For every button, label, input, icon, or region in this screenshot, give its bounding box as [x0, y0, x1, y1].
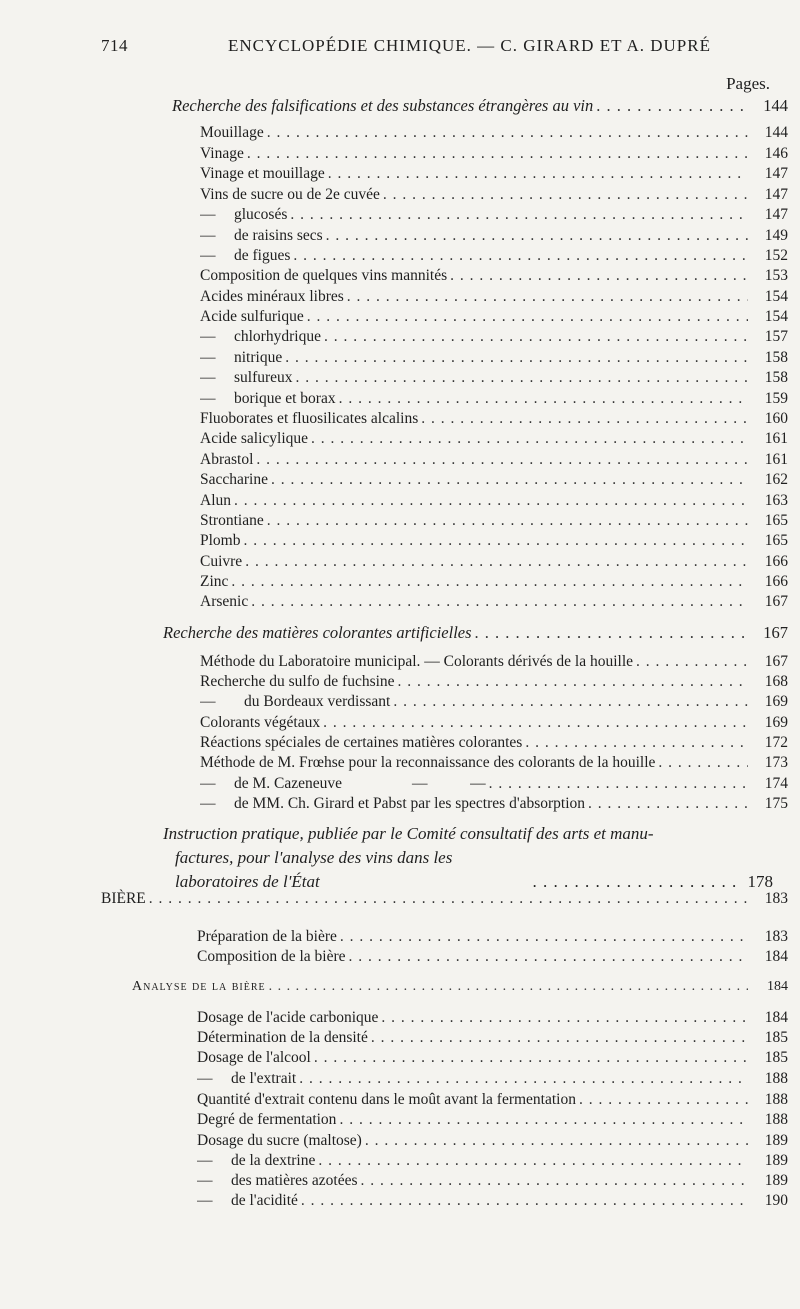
entry-label: glucosés — [234, 206, 288, 223]
entry-page-number: 149 — [764, 227, 788, 244]
entry-text — [200, 225, 326, 246]
leader-dots — [489, 773, 748, 794]
entry-page-number: 163 — [764, 492, 788, 509]
entry-label: Arsenic — [200, 593, 249, 610]
entry-text — [200, 367, 296, 388]
entry-text — [200, 530, 243, 551]
entry-label: Acide salicylique — [200, 430, 309, 447]
toc-entry — [200, 712, 788, 733]
entry-page-number: 184 — [764, 948, 788, 965]
entry-text — [172, 95, 596, 116]
entry-page-number: 167 — [764, 653, 788, 670]
entry-page-number: 147 — [764, 165, 788, 182]
leader-dots — [311, 428, 748, 449]
entry-text — [197, 926, 340, 947]
entry-text — [200, 691, 393, 712]
entry-label: Composition de la bière — [197, 948, 346, 965]
entry-text — [200, 184, 383, 205]
entry-text — [197, 1068, 299, 1089]
toc-entry — [200, 143, 788, 164]
leader-dots — [475, 622, 748, 643]
leader-dots — [256, 449, 748, 470]
leader-dots — [339, 388, 748, 409]
running-title: ENCYCLOPÉDIE CHIMIQUE. — C. GIRARD ET A. DUPRÉ — [228, 36, 711, 55]
toc-entry — [197, 1089, 788, 1110]
leader-dots — [588, 793, 748, 814]
entry-page-number: 185 — [764, 1049, 788, 1066]
toc-entry — [200, 530, 788, 551]
entry-page-number: 175 — [764, 795, 788, 812]
entry-page-number: 188 — [764, 1111, 788, 1128]
entry-page-number: 158 — [764, 369, 788, 386]
entry-page-number: 147 — [764, 206, 788, 223]
entry-text — [200, 286, 347, 307]
entry-text — [200, 490, 234, 511]
leader-dots — [285, 347, 748, 368]
entry-label: Cuivre — [200, 553, 243, 570]
entry-page-number: 166 — [764, 553, 788, 570]
entry-text — [197, 1150, 318, 1171]
entry-label: Colorants végétaux — [200, 714, 321, 731]
toc-entry — [197, 926, 788, 947]
entry-label: de l'acidité — [231, 1192, 298, 1209]
entry-text — [200, 551, 245, 572]
toc-entry — [197, 1007, 788, 1028]
leader-dots — [361, 1170, 748, 1191]
instruction-line-1: Instruction pratique, publiée par le Comité consultatif des arts et manu- — [163, 824, 654, 843]
entry-label: Dosage de l'acide carbonique — [197, 1009, 379, 1026]
ditto-dash: — — [200, 227, 216, 244]
toc-entry — [200, 347, 788, 368]
entry-page-number: 185 — [764, 1029, 788, 1046]
entry-label: Détermination de la densité — [197, 1029, 368, 1046]
entry-text — [197, 1130, 365, 1151]
entry-text — [200, 591, 251, 612]
toc-entry — [197, 1150, 788, 1171]
entry-page-number: 184 — [764, 1009, 788, 1026]
leader-dots — [318, 1150, 748, 1171]
entry-text — [200, 306, 307, 327]
leader-dots — [324, 326, 748, 347]
leader-dots — [579, 1089, 748, 1110]
entry-label: Recherche des matières colorantes artificielles — [163, 623, 472, 642]
ditto-dash: — — [197, 1152, 213, 1169]
entry-label: de M. Cazeneuve — [234, 775, 343, 792]
entry-label: Préparation de la bière — [197, 928, 337, 945]
leader-dots — [299, 1068, 748, 1089]
entry-page-number: 189 — [764, 1172, 788, 1189]
entry-text — [163, 622, 475, 643]
entry-label: Degré de fermentation — [197, 1111, 337, 1128]
entry-text — [197, 1190, 301, 1211]
entry-page-number: 165 — [764, 532, 788, 549]
entry-label: de raisins secs — [234, 227, 323, 244]
toc-entry — [200, 326, 788, 347]
entry-text — [200, 265, 450, 286]
leader-dots — [296, 367, 748, 388]
toc-entry — [200, 773, 788, 794]
entry-page-number: 146 — [764, 145, 788, 162]
entry-page-number: 167 — [763, 623, 788, 642]
toc-entry — [200, 449, 788, 470]
entry-page-number: 190 — [764, 1192, 788, 1209]
entry-label: de figues — [234, 247, 291, 264]
toc-entry — [200, 184, 788, 205]
entry-page-number: 166 — [764, 573, 788, 590]
leader-dots — [271, 469, 748, 490]
leader-dots — [267, 122, 748, 143]
toc-entry — [200, 225, 788, 246]
entry-page-number: 172 — [764, 734, 788, 751]
entry-text — [132, 976, 269, 997]
entry-label: Mouillage — [200, 124, 264, 141]
entry-text — [200, 752, 658, 773]
entry-page-number: 183 — [764, 890, 788, 907]
ditto-dash: — — [197, 1172, 213, 1189]
leader-dots — [290, 204, 748, 225]
leader-dots — [293, 245, 748, 266]
entry-text — [200, 712, 323, 733]
entry-text — [101, 888, 149, 909]
leader-dots — [231, 571, 748, 592]
entry-text — [197, 1027, 371, 1048]
entry-page-number: 153 — [764, 267, 788, 284]
entry-label: nitrique — [234, 349, 283, 366]
entry-text — [200, 671, 398, 692]
toc-entry — [200, 691, 788, 712]
toc-entry — [200, 408, 788, 429]
entry-label: Dosage de l'alcool — [197, 1049, 311, 1066]
toc-entry — [197, 1047, 788, 1068]
entry-text — [200, 388, 339, 409]
entry-text — [197, 1007, 381, 1028]
toc-entry — [200, 490, 788, 511]
page-number: 714 — [101, 36, 128, 55]
entry-page-number: 189 — [764, 1152, 788, 1169]
entry-label: BIÈRE — [101, 890, 146, 907]
ditto-dash: — — [200, 328, 216, 345]
toc-entry — [200, 367, 788, 388]
entry-text — [200, 651, 636, 672]
toc-entry — [197, 1130, 788, 1151]
toc-entry — [200, 245, 788, 266]
entry-text — [200, 347, 285, 368]
entry-text — [200, 245, 293, 266]
toc-entry — [200, 591, 788, 612]
entry-text — [200, 204, 290, 225]
toc-entry — [200, 469, 788, 490]
running-header — [0, 36, 800, 60]
leader-dots — [340, 926, 748, 947]
entry-label: de MM. Ch. Girard et Pabst par les spectres d'absorption — [234, 795, 586, 812]
leader-dots — [347, 286, 748, 307]
toc-entry — [200, 388, 788, 409]
leader-dots — [381, 1007, 748, 1028]
subchapter-heading — [132, 976, 788, 997]
toc-entry — [200, 510, 788, 531]
toc-entry — [197, 1109, 788, 1130]
instruction-page: 178 — [747, 872, 773, 891]
leader-dots — [383, 184, 748, 205]
toc-entry — [200, 265, 788, 286]
instruction-entry — [163, 822, 773, 894]
entry-label: Abrastol — [200, 451, 254, 468]
ditto-dash: — — [200, 369, 216, 386]
entry-text — [197, 946, 349, 967]
entry-page-number: 174 — [764, 775, 788, 792]
entry-page-number: 144 — [764, 124, 788, 141]
entry-label: chlorhydrique — [234, 328, 321, 345]
entry-page-number: 168 — [764, 673, 788, 690]
entry-label: Fluoborates et fluosilicates alcalins — [200, 410, 419, 427]
pages-column-label: Pages. — [726, 74, 770, 93]
entry-label: Analyse de la bière — [132, 979, 266, 994]
entry-text — [200, 571, 231, 592]
entry-page-number: 183 — [764, 928, 788, 945]
toc-entry — [200, 428, 788, 449]
entry-page-number: 162 — [764, 471, 788, 488]
entry-label: Saccharine — [200, 471, 268, 488]
toc-entry — [200, 571, 788, 592]
ditto-dash: — — [197, 1070, 213, 1087]
leader-dots — [349, 946, 748, 967]
leader-dots — [323, 712, 748, 733]
toc-entry — [197, 1068, 788, 1089]
leader-dots — [301, 1190, 748, 1211]
entry-page-number: 144 — [763, 96, 788, 115]
toc-entry — [200, 163, 788, 184]
entry-text — [200, 143, 247, 164]
ditto-dash: — — [200, 795, 216, 812]
entry-page-number: 167 — [764, 593, 788, 610]
toc-entry — [200, 286, 788, 307]
entry-text — [200, 326, 324, 347]
leader-dots — [398, 671, 748, 692]
toc-entry — [200, 732, 788, 753]
entry-label: Vinage et mouillage — [200, 165, 325, 182]
toc-entry — [197, 946, 788, 967]
toc-entry — [197, 1170, 788, 1191]
leader-dots — [393, 691, 748, 712]
entry-text — [200, 732, 525, 753]
leader-dots — [328, 163, 748, 184]
toc-entry — [197, 1190, 788, 1211]
entry-label: sulfureux — [234, 369, 293, 386]
entry-text — [197, 1047, 314, 1068]
entry-page-number: 152 — [764, 247, 788, 264]
ditto-dash: — — [200, 247, 216, 264]
toc-entry — [200, 671, 788, 692]
ditto-dash: — — [200, 206, 216, 223]
toc-entry — [200, 551, 788, 572]
ditto-dash: — — [200, 349, 216, 366]
entry-label: borique et borax — [234, 390, 336, 407]
leader-dots — [339, 1109, 748, 1130]
leader-dots — [251, 591, 748, 612]
leader-dots — [636, 651, 748, 672]
entry-page-number: 154 — [764, 288, 788, 305]
entry-text — [197, 1109, 339, 1130]
entry-page-number: 154 — [764, 308, 788, 325]
leader-dots — [596, 95, 748, 116]
instruction-line-2-row — [163, 846, 773, 894]
toc-entry — [200, 752, 788, 773]
entry-text — [197, 1089, 579, 1110]
entry-text — [200, 793, 588, 814]
toc-entry — [197, 1027, 788, 1048]
section-heading — [172, 95, 788, 116]
leader-dots — [314, 1047, 748, 1068]
instruction-line-2: factures, pour l'analyse des vins dans les laboratoires de l'État — [175, 848, 453, 891]
entry-label: Dosage du sucre (maltose) — [197, 1132, 362, 1149]
entry-text — [200, 510, 267, 531]
entry-label: Composition de quelques vins mannités — [200, 267, 448, 284]
entry-label: Réactions spéciales de certaines matières colorantes — [200, 734, 523, 751]
entry-page-number: 184 — [767, 979, 788, 994]
entry-text — [197, 1170, 361, 1191]
entry-page-number: 160 — [764, 410, 788, 427]
leader-dots — [525, 732, 748, 753]
entry-text — [200, 449, 256, 470]
entry-label: Vins de sucre ou de 2e cuvée — [200, 186, 380, 203]
entry-label: Recherche du sulfo de fuchsine — [200, 673, 395, 690]
entry-text — [200, 408, 421, 429]
entry-label: de l'extrait — [231, 1070, 297, 1087]
entry-label: Strontiane — [200, 512, 264, 529]
toc-entry — [200, 793, 788, 814]
leader-dots — [307, 306, 748, 327]
toc-entry — [200, 306, 788, 327]
entry-label: Quantité d'extrait contenu dans le moût avant la fermentation — [197, 1091, 576, 1108]
entry-page-number: 165 — [764, 512, 788, 529]
entry-text — [200, 122, 267, 143]
leader-dots — [533, 870, 740, 894]
ditto-dash: — — [200, 390, 216, 407]
entry-label: Vinage — [200, 145, 244, 162]
leader-dots — [371, 1027, 748, 1048]
ditto-marks: — — — [412, 775, 486, 792]
entry-label: Acide sulfurique — [200, 308, 304, 325]
entry-text — [200, 163, 328, 184]
entry-page-number: 158 — [764, 349, 788, 366]
entry-page-number: 161 — [764, 430, 788, 447]
toc-entry — [200, 122, 788, 143]
entry-label: Méthode de M. Frœhse pour la reconnaissance des colorants de la houille — [200, 754, 656, 771]
leader-dots — [365, 1130, 748, 1151]
entry-page-number: 159 — [764, 390, 788, 407]
entry-label: de la dextrine — [231, 1152, 316, 1169]
entry-label: Zinc — [200, 573, 229, 590]
toc-entry — [200, 204, 788, 225]
entry-label: Alun — [200, 492, 231, 509]
leader-dots — [267, 510, 748, 531]
entry-label: du Bordeaux verdissant — [244, 693, 391, 710]
leader-dots — [658, 752, 748, 773]
entry-text — [200, 469, 271, 490]
entry-label: Acides minéraux libres — [200, 288, 344, 305]
ditto-dash: — — [200, 775, 216, 792]
toc-entry — [200, 651, 788, 672]
entry-label: Plomb — [200, 532, 241, 549]
leader-dots — [245, 551, 748, 572]
entry-page-number: 147 — [764, 186, 788, 203]
leader-dots — [450, 265, 748, 286]
entry-text — [200, 773, 489, 794]
entry-page-number: 188 — [764, 1070, 788, 1087]
entry-page-number: 161 — [764, 451, 788, 468]
entry-page-number: 169 — [764, 693, 788, 710]
entry-label: des matières azotées — [231, 1172, 358, 1189]
leader-dots — [326, 225, 748, 246]
ditto-dash: — — [200, 693, 216, 710]
entry-page-number: 189 — [764, 1132, 788, 1149]
entry-label: Recherche des falsifications et des substances étrangères au vin — [172, 96, 594, 115]
leader-dots — [243, 530, 748, 551]
entry-text — [200, 428, 311, 449]
leader-dots — [234, 490, 748, 511]
entry-page-number: 173 — [764, 754, 788, 771]
entry-label: Méthode du Laboratoire municipal. — Colorants dérivés de la houille — [200, 653, 634, 670]
entry-page-number: 157 — [764, 328, 788, 345]
leader-dots — [269, 976, 748, 997]
ditto-dash: — — [197, 1192, 213, 1209]
entry-page-number: 188 — [764, 1091, 788, 1108]
entry-page-number: 169 — [764, 714, 788, 731]
leader-dots — [247, 143, 748, 164]
leader-dots — [421, 408, 748, 429]
section-heading — [163, 622, 788, 643]
